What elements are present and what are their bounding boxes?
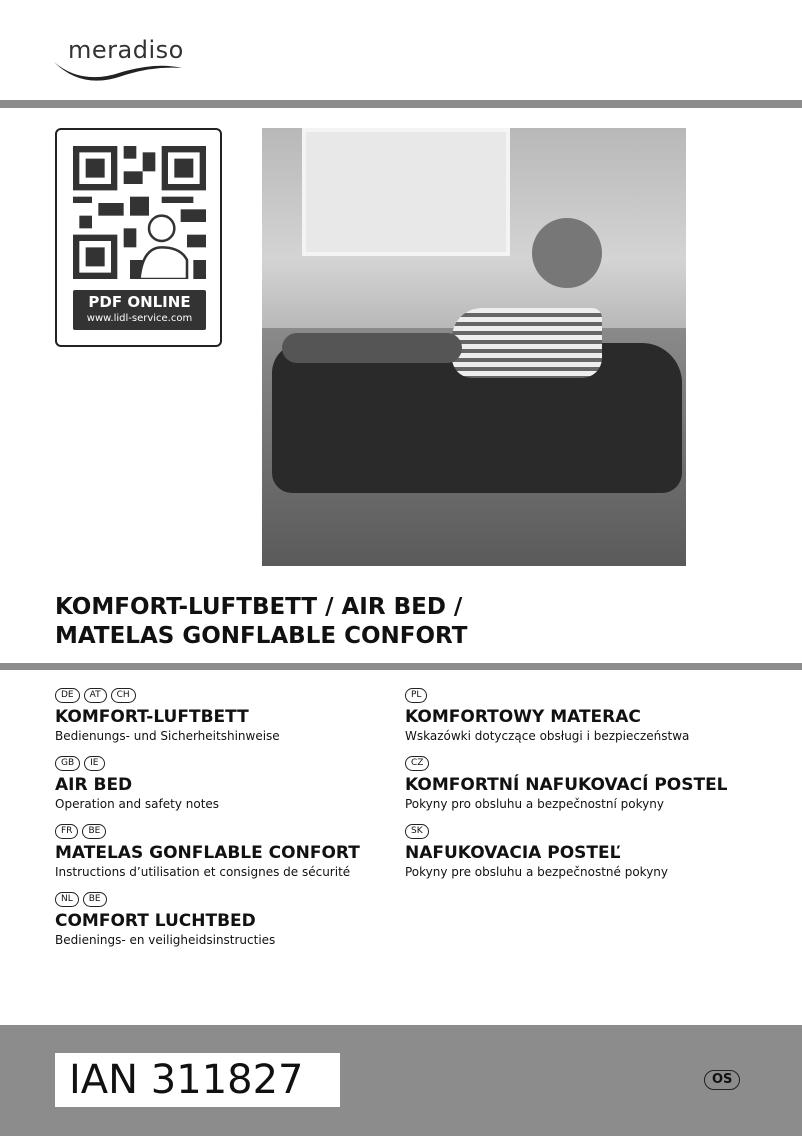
ian-number: IAN 311827 <box>55 1053 340 1107</box>
section-subtitle: Wskazówki dotyczące obsługi i bezpieczeństwa <box>405 729 690 743</box>
country-badge: BE <box>83 892 107 907</box>
country-badge: SK <box>405 824 429 839</box>
language-section[interactable] <box>405 688 785 744</box>
country-badge: AT <box>84 688 107 703</box>
language-list-right <box>405 688 785 892</box>
country-badge: NL <box>55 892 79 907</box>
language-section[interactable] <box>55 688 435 744</box>
language-section[interactable] <box>405 824 785 880</box>
section-subtitle: Pokyny pro obsluhu a bezpečnostní pokyny <box>405 797 664 811</box>
country-badge: PL <box>405 688 427 703</box>
qr-code-icon <box>73 146 206 279</box>
top-divider <box>0 100 802 108</box>
country-badges <box>55 892 435 908</box>
os-code-badge: OS <box>704 1070 740 1090</box>
section-heading: NAFUKOVACIA POSTEĽ <box>405 843 621 863</box>
title-line-2: MATELAS GONFLABLE CONFORT <box>55 623 468 649</box>
language-section[interactable] <box>55 892 435 948</box>
pdf-online-badge <box>73 290 206 330</box>
section-heading: COMFORT LUCHTBED <box>55 911 256 931</box>
section-subtitle: Operation and safety notes <box>55 797 220 811</box>
country-badge: FR <box>55 824 78 839</box>
product-title <box>55 593 467 651</box>
country-badge: BE <box>82 824 106 839</box>
section-subtitle: Bedienings- en veiligheidsinstructies <box>55 933 276 947</box>
country-badge: CZ <box>405 756 429 771</box>
country-badge: DE <box>55 688 80 703</box>
section-heading: AIR BED <box>55 775 133 795</box>
qr-code-box[interactable] <box>55 128 222 347</box>
country-badge: CH <box>111 688 136 703</box>
country-badges <box>405 756 785 772</box>
section-heading: KOMFORTOWY MATERAC <box>405 707 641 727</box>
pdf-online-label: PDF ONLINE <box>88 293 191 311</box>
section-heading: KOMFORT-LUFTBETT <box>55 707 249 727</box>
language-section[interactable] <box>405 756 785 812</box>
section-subtitle: Bedienungs- und Sicherheitshinweise <box>55 729 280 743</box>
product-photo <box>262 128 686 566</box>
section-subtitle: Pokyny pre obsluhu a bezpečnostné pokyny <box>405 865 669 879</box>
section-heading: MATELAS GONFLABLE CONFORT <box>55 843 360 863</box>
language-section[interactable] <box>55 824 435 880</box>
service-url[interactable]: www.lidl-service.com <box>86 313 193 324</box>
country-badge: GB <box>55 756 80 771</box>
country-badges <box>55 824 435 840</box>
country-badges <box>55 688 435 704</box>
brand-logo: meradiso <box>68 36 184 64</box>
title-line-1: KOMFORT-LUFTBETT / AIR BED / <box>55 594 463 620</box>
country-badge: IE <box>84 756 104 771</box>
language-section[interactable] <box>55 756 435 812</box>
section-heading: KOMFORTNÍ NAFUKOVACÍ POSTEL <box>405 775 728 795</box>
country-badges <box>55 756 435 772</box>
country-badges <box>405 688 785 704</box>
country-badges <box>405 824 785 840</box>
middle-divider <box>0 663 802 670</box>
logo-swoosh-icon <box>52 58 184 84</box>
section-subtitle: Instructions d’utilisation et consignes de sécurité <box>55 865 351 879</box>
language-list-left <box>55 688 435 960</box>
